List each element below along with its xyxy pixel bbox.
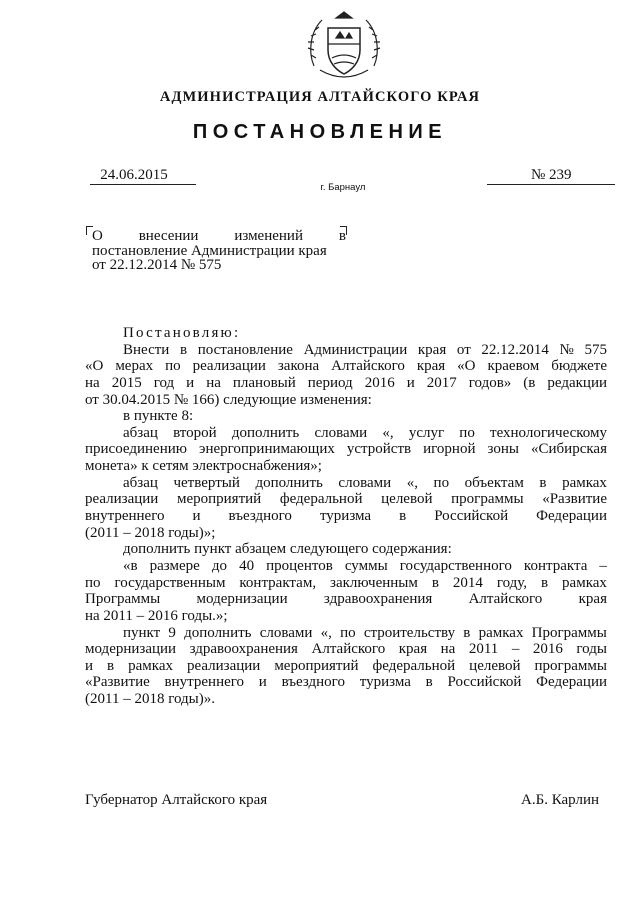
body-line <box>85 441 607 458</box>
body-word: присоединению <box>85 441 187 458</box>
body-word: (2011 – 2018 годы)». <box>85 691 215 708</box>
body-line <box>85 525 607 542</box>
decree-body <box>85 325 607 708</box>
body-word: – <box>511 641 520 658</box>
body-word: федеральной <box>279 491 363 508</box>
body-word: в <box>107 657 115 674</box>
body-line <box>85 641 607 658</box>
document-type-title: ПОСТАНОВЛЕНИЕ <box>192 121 448 143</box>
body-word: игорной <box>423 441 476 458</box>
subject-word: в <box>338 228 346 244</box>
signatory-title: Губернатор Алтайского края <box>85 792 268 808</box>
body-word: и <box>258 674 267 691</box>
body-word: туризма <box>319 508 372 525</box>
body-word: бюджете <box>551 358 607 375</box>
body-word: Алтайского <box>311 641 386 658</box>
body-word: Федерации <box>536 674 607 691</box>
body-word: мероприятий <box>176 491 262 508</box>
body-word: от <box>456 341 471 358</box>
subject-word: изменений <box>234 228 303 244</box>
body-word: рамках <box>478 624 524 641</box>
body-word: мерах <box>115 358 154 375</box>
body-word: рамках <box>128 657 173 674</box>
body-word: и <box>186 374 195 391</box>
body-word: в <box>463 624 471 641</box>
body-word: от 30.04.2015 № 166) следующие изменения: <box>85 391 372 408</box>
body-word: в <box>425 674 433 691</box>
body-line <box>85 425 607 442</box>
body-word: Российской <box>434 508 509 525</box>
body-word: (2011 – 2018 годы)»; <box>85 524 216 541</box>
body-line <box>85 408 607 425</box>
body-word: Федерации <box>536 508 607 525</box>
body-line <box>85 558 607 575</box>
body-word: целевой <box>469 657 521 674</box>
body-word: годов» <box>468 374 512 391</box>
body-word: редакции <box>547 374 607 391</box>
body-word: «, <box>406 474 418 491</box>
body-word: в <box>399 508 407 525</box>
body-word: целевой <box>381 491 433 508</box>
subject-line-1 <box>92 229 346 244</box>
body-line <box>85 674 607 691</box>
body-word: контрактам, <box>239 574 317 591</box>
body-word: мероприятий <box>274 657 359 674</box>
body-word: (в <box>523 374 536 391</box>
body-word: четвертый <box>173 474 240 491</box>
body-line <box>85 625 607 642</box>
body-word: внутреннего <box>164 674 245 691</box>
body-word: устройств <box>346 441 412 458</box>
body-word: внутреннего <box>85 508 165 525</box>
body-line <box>85 508 607 525</box>
body-word: заключенным <box>330 574 418 591</box>
body-word: 2017 <box>426 374 457 391</box>
body-word: 575 <box>584 341 607 358</box>
body-word: в <box>541 574 549 591</box>
organization-title: АДМИНИСТРАЦИЯ АЛТАЙСКОГО КРАЯ <box>159 89 481 105</box>
subject-word: О <box>92 228 103 244</box>
body-word: федеральной <box>372 657 456 674</box>
body-word: «О <box>457 358 476 375</box>
body-word: 2015 <box>111 374 142 391</box>
body-word: государственным <box>114 574 226 591</box>
body-line <box>85 591 607 608</box>
body-word: въездного <box>281 674 345 691</box>
body-word: на 2011 – 2016 годы.»; <box>85 607 228 624</box>
body-word: «Развитие <box>542 491 607 508</box>
body-word: края <box>416 358 446 375</box>
body-word: по <box>433 474 450 491</box>
body-word: дополнить <box>184 624 252 641</box>
body-word: программы <box>534 657 607 674</box>
body-word: Постановляю: <box>123 325 241 341</box>
body-word: 2016 <box>364 374 395 391</box>
body-word: и <box>406 374 415 391</box>
body-line <box>85 608 607 625</box>
body-word: период <box>307 374 353 391</box>
body-word: туризма <box>359 674 411 691</box>
body-word: «Сибирская <box>531 441 607 458</box>
subject-line-2: постановление Администрации края <box>92 242 327 259</box>
body-word: 9 <box>168 624 176 641</box>
body-line <box>85 658 607 675</box>
body-word: годы <box>576 641 607 658</box>
body-word: по <box>85 574 101 591</box>
body-line <box>85 458 607 475</box>
body-word: плановый <box>232 374 296 391</box>
body-word: «, <box>320 624 332 641</box>
body-word: словами <box>338 474 392 491</box>
document-city-text: г. Барнаул <box>320 182 366 193</box>
document-number-value: № 239 <box>531 167 572 183</box>
body-word: на <box>440 641 456 658</box>
body-word: края <box>417 341 447 358</box>
body-word: в <box>539 474 547 491</box>
body-word: на <box>85 374 100 391</box>
body-word: контракта <box>523 557 588 574</box>
body-line <box>85 325 607 342</box>
body-word: реализации <box>187 657 261 674</box>
body-word: «, <box>382 424 394 441</box>
document-city <box>0 182 640 193</box>
document-date-value: 24.06.2015 <box>100 167 168 183</box>
body-word: закона <box>277 358 320 375</box>
body-word: модернизации <box>196 591 288 608</box>
body-word: программы <box>451 491 524 508</box>
body-word: № <box>559 341 574 358</box>
body-word: по <box>459 424 475 441</box>
body-line <box>85 342 607 359</box>
body-word: технологическому <box>490 424 607 441</box>
body-word: в пункте 8: <box>123 408 194 425</box>
subject-block <box>92 229 346 273</box>
body-word: въездного <box>228 508 292 525</box>
subject-line-3: от 22.12.2014 № 575 <box>92 257 222 274</box>
body-word: в <box>431 574 439 591</box>
body-word: и <box>192 508 201 525</box>
body-line <box>85 392 607 409</box>
body-word: второй <box>173 424 217 441</box>
body-word: пункт <box>123 624 161 641</box>
body-word: Администрации <box>303 341 408 358</box>
body-word: до <box>211 557 228 574</box>
body-word: процентов <box>266 557 333 574</box>
body-word: энергопринимающих <box>199 441 335 458</box>
body-word: «в <box>123 557 138 574</box>
body-word: по <box>340 624 356 641</box>
body-word: году, <box>496 574 528 591</box>
body-word: Алтайского <box>331 358 405 375</box>
body-word: монета» к сетям электроснабжения»; <box>85 458 322 475</box>
body-word: Программы <box>531 624 607 641</box>
body-word: – <box>599 557 607 574</box>
body-word: постановление <box>197 341 293 358</box>
body-word: словами <box>259 624 313 641</box>
body-line <box>85 358 607 375</box>
body-word: 2016 <box>532 641 563 658</box>
body-line <box>85 491 607 508</box>
body-word: 22.12.2014 <box>481 341 549 358</box>
body-word: 2011 <box>468 641 499 658</box>
body-word: «Развитие <box>85 674 150 691</box>
body-word: краевом <box>487 358 540 375</box>
body-word: «О <box>85 358 104 375</box>
body-word: Внести <box>123 341 170 358</box>
body-word: реализации <box>85 491 159 508</box>
body-word: объектам <box>464 474 524 491</box>
body-word: строительству <box>363 624 456 641</box>
body-line <box>85 541 607 558</box>
body-word: Алтайского <box>468 591 543 608</box>
body-word: модернизации <box>85 641 177 658</box>
body-word: здравоохранения <box>323 591 433 608</box>
body-word: реализации <box>192 358 266 375</box>
body-word: и <box>85 657 94 674</box>
coat-of-arms-emblem <box>306 8 382 84</box>
body-word: дополнить <box>255 474 323 491</box>
body-word: год <box>153 374 175 391</box>
body-word: в <box>179 341 188 358</box>
body-word: словами <box>314 424 368 441</box>
body-word: Российской <box>447 674 522 691</box>
body-word: дополнить пункт абзацем следующего содержания: <box>123 541 452 558</box>
body-word: услуг <box>408 424 445 441</box>
body-word: дополнить <box>231 424 300 441</box>
body-word: края <box>398 641 428 658</box>
body-line <box>85 375 607 392</box>
body-word: абзац <box>123 424 158 441</box>
body-word: на <box>206 374 221 391</box>
body-word: рамках <box>562 474 607 491</box>
body-word: 2014 <box>452 574 483 591</box>
body-line <box>85 475 607 492</box>
body-word: размере <box>149 557 200 574</box>
body-word: края <box>578 591 607 608</box>
body-word: государственного <box>399 557 512 574</box>
body-word: 40 <box>239 557 255 574</box>
body-word: здравоохранения <box>189 641 298 658</box>
body-word: зоны <box>487 441 519 458</box>
body-word: рамках <box>562 574 607 591</box>
body-word: суммы <box>344 557 388 574</box>
body-line <box>85 575 607 592</box>
body-word: абзац <box>123 474 158 491</box>
body-word: по <box>165 358 181 375</box>
body-word: Программы <box>85 591 161 608</box>
subject-word: внесении <box>138 228 199 244</box>
signatory-name: А.Б. Карлин <box>521 792 600 808</box>
body-line <box>85 691 607 708</box>
